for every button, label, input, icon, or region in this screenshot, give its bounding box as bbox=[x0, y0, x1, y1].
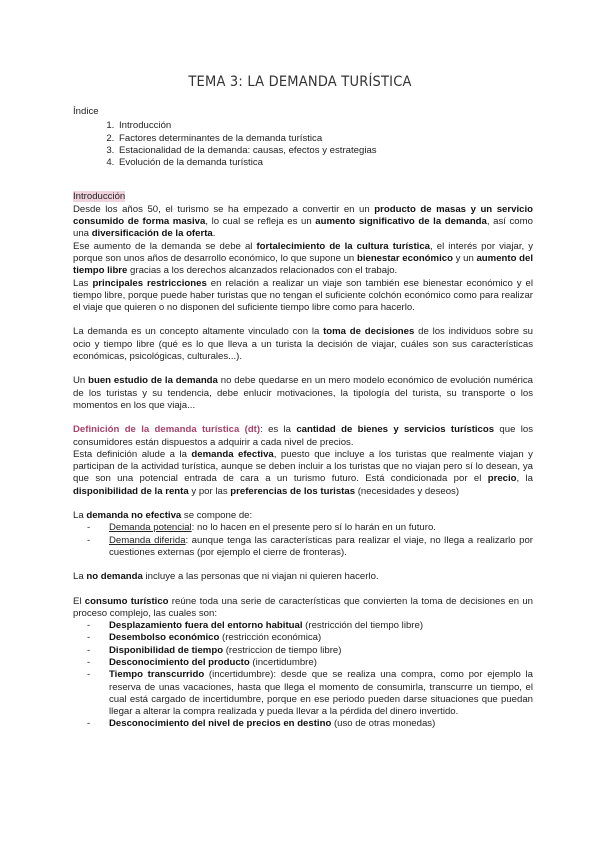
bold-term: bienestar económico bbox=[356, 252, 453, 264]
list-item bbox=[87, 620, 533, 632]
underlined-term: Demanda potencial bbox=[109, 522, 192, 534]
definition-effective-paragraph bbox=[73, 449, 533, 498]
text-run: que los consumidores están dispuestos a adquirir a cada nivel de precios. bbox=[73, 424, 534, 448]
text-run: (restricción del tiempo libre) bbox=[302, 620, 424, 632]
index-item: 3. Estacionalidad de la demanda: causas, efectos y estrategias bbox=[117, 145, 533, 157]
intro-paragraph-5 bbox=[73, 375, 533, 412]
bold-term: demanda no efectiva bbox=[86, 510, 182, 522]
list-item bbox=[87, 632, 533, 644]
text-run: (restricción económica) bbox=[219, 632, 322, 644]
bold-term: Desembolso económico bbox=[109, 632, 220, 644]
text-run: , así como una bbox=[73, 216, 533, 240]
index-item: 1. Introducción bbox=[117, 120, 533, 132]
no-efectiva-list bbox=[73, 522, 533, 559]
index-item: 2. Factores determinantes de la demanda turística bbox=[117, 133, 533, 145]
index-heading: Índice bbox=[73, 106, 99, 117]
bold-term: producto de masas y un servicio consumido de forma masiva bbox=[73, 203, 533, 228]
text-run: El bbox=[73, 595, 85, 607]
bold-term: buen estudio de la demanda bbox=[88, 375, 218, 387]
text-run: : aunque tenga las características para realizar el viaje, no llega a realizarlo por cuestiones externas (por ejemplo el cierre de fronteras). bbox=[109, 534, 533, 558]
text-run: y por las bbox=[188, 485, 231, 497]
list-item bbox=[87, 522, 533, 534]
bold-term: demanda efectiva bbox=[191, 448, 274, 460]
intro-paragraph-3 bbox=[73, 278, 533, 315]
text-run: , puesto que incluye a los turistas que realmente viajan y participan de la actividad turística, aunque se deben incluir a los turistas que no viajan pero sí lo desean, ya que son una potencial entrada de cara a un turismo futuro. Está condicionada por el bbox=[73, 448, 533, 485]
text-run: gracias a los derechos alcanzados relacionados con el trabajo. bbox=[127, 265, 398, 277]
text-run: (incertidumbre) bbox=[249, 656, 317, 668]
intro-paragraph-4 bbox=[73, 326, 533, 363]
section-heading-introduccion: Introducción bbox=[73, 191, 126, 203]
text-run: no debe quedarse en un mero modelo económico de evolución numérica de los turistas y su tendencia, debe enlucir motivaciones, la tipología del turista, su transporte o los momentos en los que viaja... bbox=[73, 375, 534, 411]
bold-term: aumento significativo de la demanda bbox=[315, 216, 487, 228]
text-run: (necesidades y deseos) bbox=[355, 485, 460, 497]
underlined-term: Demanda diferida bbox=[109, 534, 186, 546]
bold-term: disponibilidad de la renta bbox=[73, 485, 189, 497]
text-run: Ese aumento de la demanda se debe al bbox=[73, 240, 257, 252]
text-run: se compone de: bbox=[181, 510, 253, 522]
no-efectiva-intro bbox=[73, 510, 533, 522]
definition-paragraph bbox=[73, 424, 533, 449]
text-run: : no lo hacen en el presente pero sí lo harán en un futuro. bbox=[191, 522, 436, 534]
text-run: , el interés por viajar, y porque son unos años de desarrollo económico, lo que supone un bbox=[73, 240, 534, 264]
text-run: (uso de otras monedas) bbox=[331, 718, 436, 730]
index-list bbox=[73, 120, 533, 169]
bold-term: cantidad de bienes y servicios turísticos bbox=[296, 424, 495, 436]
bold-term: aumento del tiempo libre bbox=[73, 252, 533, 277]
list-item bbox=[87, 535, 533, 560]
intro-paragraph-1 bbox=[73, 204, 533, 241]
list-item bbox=[87, 657, 533, 669]
text-run: Desde los años 50, el turismo se ha empezado a convertir en un bbox=[73, 203, 375, 215]
text-run: La bbox=[73, 571, 87, 583]
consumo-intro bbox=[73, 596, 533, 621]
intro-paragraph-2 bbox=[73, 241, 533, 278]
bold-term: toma de decisiones bbox=[323, 326, 415, 338]
text-run: , lo cual se refleja es un bbox=[205, 216, 316, 228]
bold-term: Disponibilidad de tiempo bbox=[109, 644, 224, 656]
bold-term: Tiempo transcurrido bbox=[109, 669, 205, 681]
text-run: incluye a las personas que ni viajan ni quieren hacerlo. bbox=[142, 571, 379, 583]
text-run: en relación a realizar un viaje son también ese bienestar económico y el tiempo libre, porque puede haber turistas que no tengan el suficiente colchón económico como para realizar el viaje que quieren o no disponen del suficiente tiempo libre como para hacerlo. bbox=[73, 277, 534, 314]
no-demanda-paragraph bbox=[73, 571, 533, 583]
text-run: Las bbox=[73, 277, 93, 289]
index-item: 4. Evolución de la demanda turística bbox=[117, 157, 533, 169]
text-run: Esta definición alude a la bbox=[73, 448, 192, 460]
list-item bbox=[87, 718, 533, 730]
bold-term: no demanda bbox=[86, 571, 143, 583]
highlight-term: Definición de la demanda turística (dt) bbox=[73, 424, 261, 436]
text-run: Un bbox=[73, 375, 89, 387]
text-run: La demanda es un concepto altamente vinculado con la bbox=[73, 326, 324, 338]
text-run: de los individuos sobre su ocio y tiempo libre (qué es lo que lleva a un turista la decisión de viajar, cuáles son sus características económicas, psicológicas, culturales...). bbox=[73, 326, 533, 363]
consumo-list bbox=[73, 620, 533, 731]
text-run: . bbox=[212, 228, 216, 240]
text-run: , la bbox=[516, 473, 533, 485]
text-run: : es la bbox=[260, 424, 297, 436]
bold-term: fortalecimiento de la cultura turística bbox=[256, 240, 431, 252]
bold-term: principales restricciones bbox=[92, 277, 207, 289]
page-title: TEMA 3: LA DEMANDA TURÍSTICA bbox=[188, 74, 412, 90]
bold-term: preferencias de los turistas bbox=[230, 485, 356, 497]
bold-term: consumo turístico bbox=[84, 595, 169, 607]
bold-term: Desconocimiento del nivel de precios en destino bbox=[109, 718, 332, 730]
bold-term: Desconocimiento del producto bbox=[109, 656, 250, 668]
list-item bbox=[87, 669, 533, 718]
bold-term: Desplazamiento fuera del entorno habitual bbox=[109, 620, 303, 632]
text-run: y un bbox=[452, 252, 477, 264]
text-run: La bbox=[73, 510, 87, 522]
bold-term: precio bbox=[487, 473, 517, 485]
text-run: reúne toda una serie de características que convierten la toma de decisiones en un proceso complejo, las cuales son: bbox=[73, 595, 534, 619]
list-item bbox=[87, 645, 533, 657]
text-run: (incertidumbre): desde que se realiza una compra, como por ejemplo la reserva de unas vacaciones, hasta que llega el momento de consumirla, transcurre un tiempo, el cual está cargado de incertidumbre, porque en ese periodo pueden darse situaciones que puedan llegar a alterar la compra realizada y pueda llevar a la pérdida del dinero invertido. bbox=[109, 669, 533, 718]
document-body bbox=[73, 106, 533, 731]
text-run: (restriccion de tiempo libre) bbox=[223, 644, 342, 656]
bold-term: diversificación de la oferta bbox=[91, 228, 213, 240]
